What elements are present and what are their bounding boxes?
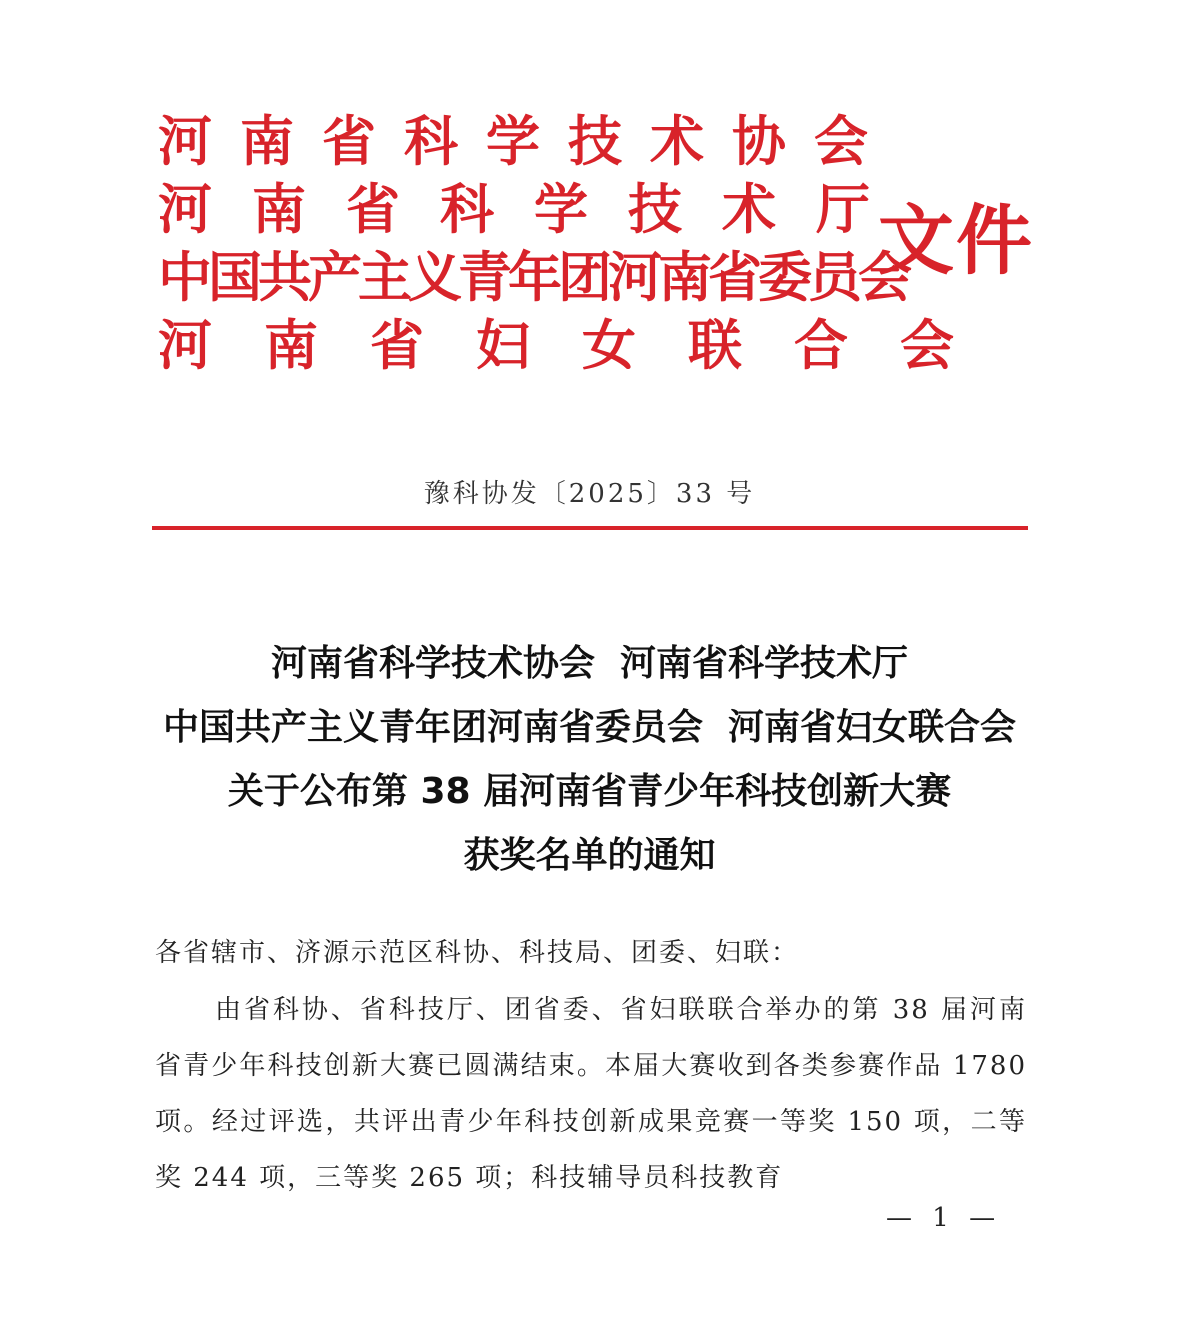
- issuer-name: 河南省妇女联合会: [158, 314, 1006, 377]
- issuer-name: 河南省科学技术厅: [158, 178, 910, 241]
- issuer-name: 河南省科学技术协会: [158, 110, 896, 173]
- title-line: 中国共产主义青年团河南省委员会 河南省妇女联合会: [162, 707, 1017, 748]
- title-line: 河南省科学技术协会 河南省科学技术厅: [270, 643, 909, 684]
- document-number: 豫科协发〔2025〕33 号: [423, 479, 756, 509]
- notice-title: [0, 632, 1179, 888]
- salutation: 各省辖市、济源示范区科协、科技局、团委、妇联：: [155, 938, 800, 968]
- document-word: 文件: [878, 196, 1034, 285]
- title-line: 获奖名单的通知: [463, 835, 716, 876]
- issuer-name: 中国共产主义青年团河南省委员会: [158, 246, 908, 309]
- page-number: — 1 —: [886, 1203, 1002, 1233]
- red-divider: [152, 526, 1028, 530]
- title-line: 关于公布第 38 届河南省青少年科技创新大赛: [227, 771, 952, 812]
- notice-body: [155, 930, 1027, 1206]
- body-paragraph: 由省科协、省科技厅、团省委、省妇联联合举办的第 38 届河南省青少年科技创新大赛已圆满结束。本届大赛收到各类参赛作品 1780 项。经过评选，共评出青少年科技创新成果竞赛一等奖 150 项，二等奖 244 项，三等奖 265 项；科技辅导员科技教育: [155, 995, 1027, 1193]
